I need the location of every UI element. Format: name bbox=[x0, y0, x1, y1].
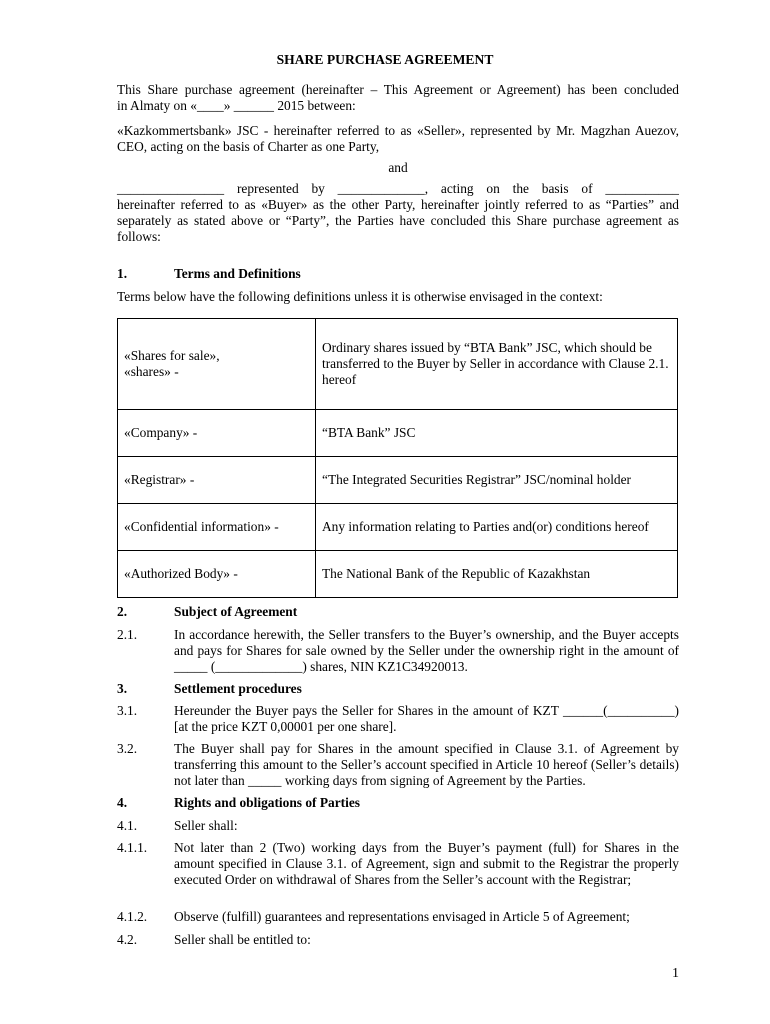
section-1-title: Terms and Definitions bbox=[174, 266, 301, 281]
and-separator: and bbox=[388, 160, 408, 175]
definition-term: «Confidential information» - bbox=[118, 504, 316, 551]
clause-4-1-text: Seller shall: bbox=[174, 818, 238, 833]
table-row bbox=[118, 457, 678, 504]
definition-term bbox=[118, 319, 316, 410]
definition-term: «Authorized Body» - bbox=[118, 551, 316, 598]
section-2-number: 2. bbox=[117, 604, 128, 619]
clause-4-1-1-text: Not later than 2 (Two) working days from the Buyer’s payment (full) for Shares in the amount specified in Clause 3.1. of Agreement, sign and submit to the Registrar the properly executed Order on withdrawal of Shares from the Seller’s account with the Registrar; bbox=[174, 840, 679, 887]
term-line: «shares» - bbox=[124, 364, 179, 379]
clause-2-1-number: 2.1. bbox=[117, 627, 138, 642]
clause-2-1-text: In accordance herewith, the Seller transfers to the Buyer’s ownership, and the Buyer accepts and pays for Shares for sale owned by the Seller under the ownership right in the amount of _____ (_____________) shares, NIN KZ1C34920013. bbox=[174, 627, 679, 674]
buyer-paragraph: hereinafter referred to as «Buyer» as the other Party, hereinafter jointly referred to as “Parties” and separately as stated above or “Party”, the Parties have concluded this Share purchase agreement as follows: bbox=[117, 197, 679, 244]
table-row bbox=[118, 504, 678, 551]
term-line: «Shares for sale», bbox=[124, 348, 220, 363]
seller-paragraph: «Kazkommertsbank» JSC - hereinafter referred to as «Seller», represented by Mr. Magzhan Auezov, CEO, acting on the basis of Charter as one Party, bbox=[117, 123, 679, 154]
definition-text: “The Integrated Securities Registrar” JSC/nominal holder bbox=[316, 457, 678, 504]
table-row bbox=[118, 551, 678, 598]
clause-3-2-text: The Buyer shall pay for Shares in the amount specified in Clause 3.1. of Agreement by transferring this amount to the Seller’s account specified in Article 10 hereof (Seller’s details) not later than _____ working days from signing of Agreement by the Parties. bbox=[174, 741, 679, 788]
intro-line-1: This Share purchase agreement (hereinafter – This Agreement or Agreement) has been concluded bbox=[117, 82, 679, 97]
clause-4-1-1-number: 4.1.1. bbox=[117, 840, 148, 855]
clause-3-1-number: 3.1. bbox=[117, 703, 138, 718]
definitions-table bbox=[117, 318, 678, 598]
document-title: SHARE PURCHASE AGREEMENT bbox=[276, 52, 494, 67]
section-2-title: Subject of Agreement bbox=[174, 604, 298, 619]
section-3-title: Settlement procedures bbox=[174, 681, 302, 696]
definition-term: «Company» - bbox=[118, 410, 316, 457]
definition-term: «Registrar» - bbox=[118, 457, 316, 504]
page-number: 1 bbox=[672, 966, 679, 981]
clause-4-2-text: Seller shall be entitled to: bbox=[174, 932, 311, 947]
definition-text: The National Bank of the Republic of Kazakhstan bbox=[316, 551, 678, 598]
clause-3-2-number: 3.2. bbox=[117, 741, 138, 756]
section-3-number: 3. bbox=[117, 681, 128, 696]
definition-text: Ordinary shares issued by “BTA Bank” JSC, which should be transferred to the Buyer by Seller in accordance with Clause 2.1. hereof bbox=[316, 319, 678, 410]
section-1-intro: Terms below have the following definitions unless it is otherwise envisaged in the context: bbox=[117, 289, 603, 304]
definition-text: “BTA Bank” JSC bbox=[316, 410, 678, 457]
clause-4-2-number: 4.2. bbox=[117, 932, 138, 947]
section-4-number: 4. bbox=[117, 795, 128, 810]
section-1-number: 1. bbox=[117, 266, 128, 281]
definition-text: Any information relating to Parties and(or) conditions hereof bbox=[316, 504, 678, 551]
intro-line-2: in Almaty on «____» ______ 2015 between: bbox=[117, 98, 356, 113]
section-4-title: Rights and obligations of Parties bbox=[174, 795, 360, 810]
clause-4-1-2-number: 4.1.2. bbox=[117, 909, 148, 924]
clause-4-1-number: 4.1. bbox=[117, 818, 138, 833]
table-row bbox=[118, 410, 678, 457]
clause-3-1-text: Hereunder the Buyer pays the Seller for Shares in the amount of KZT ______(__________) [at the price KZT 0,00001 per one share]. bbox=[174, 703, 679, 734]
table-row bbox=[118, 319, 678, 410]
clause-4-1-2-text: Observe (fulfill) guarantees and representations envisaged in Article 5 of Agreement; bbox=[174, 909, 630, 924]
buyer-line-1: ________________ represented by _____________, acting on the basis of ___________ bbox=[117, 181, 679, 196]
